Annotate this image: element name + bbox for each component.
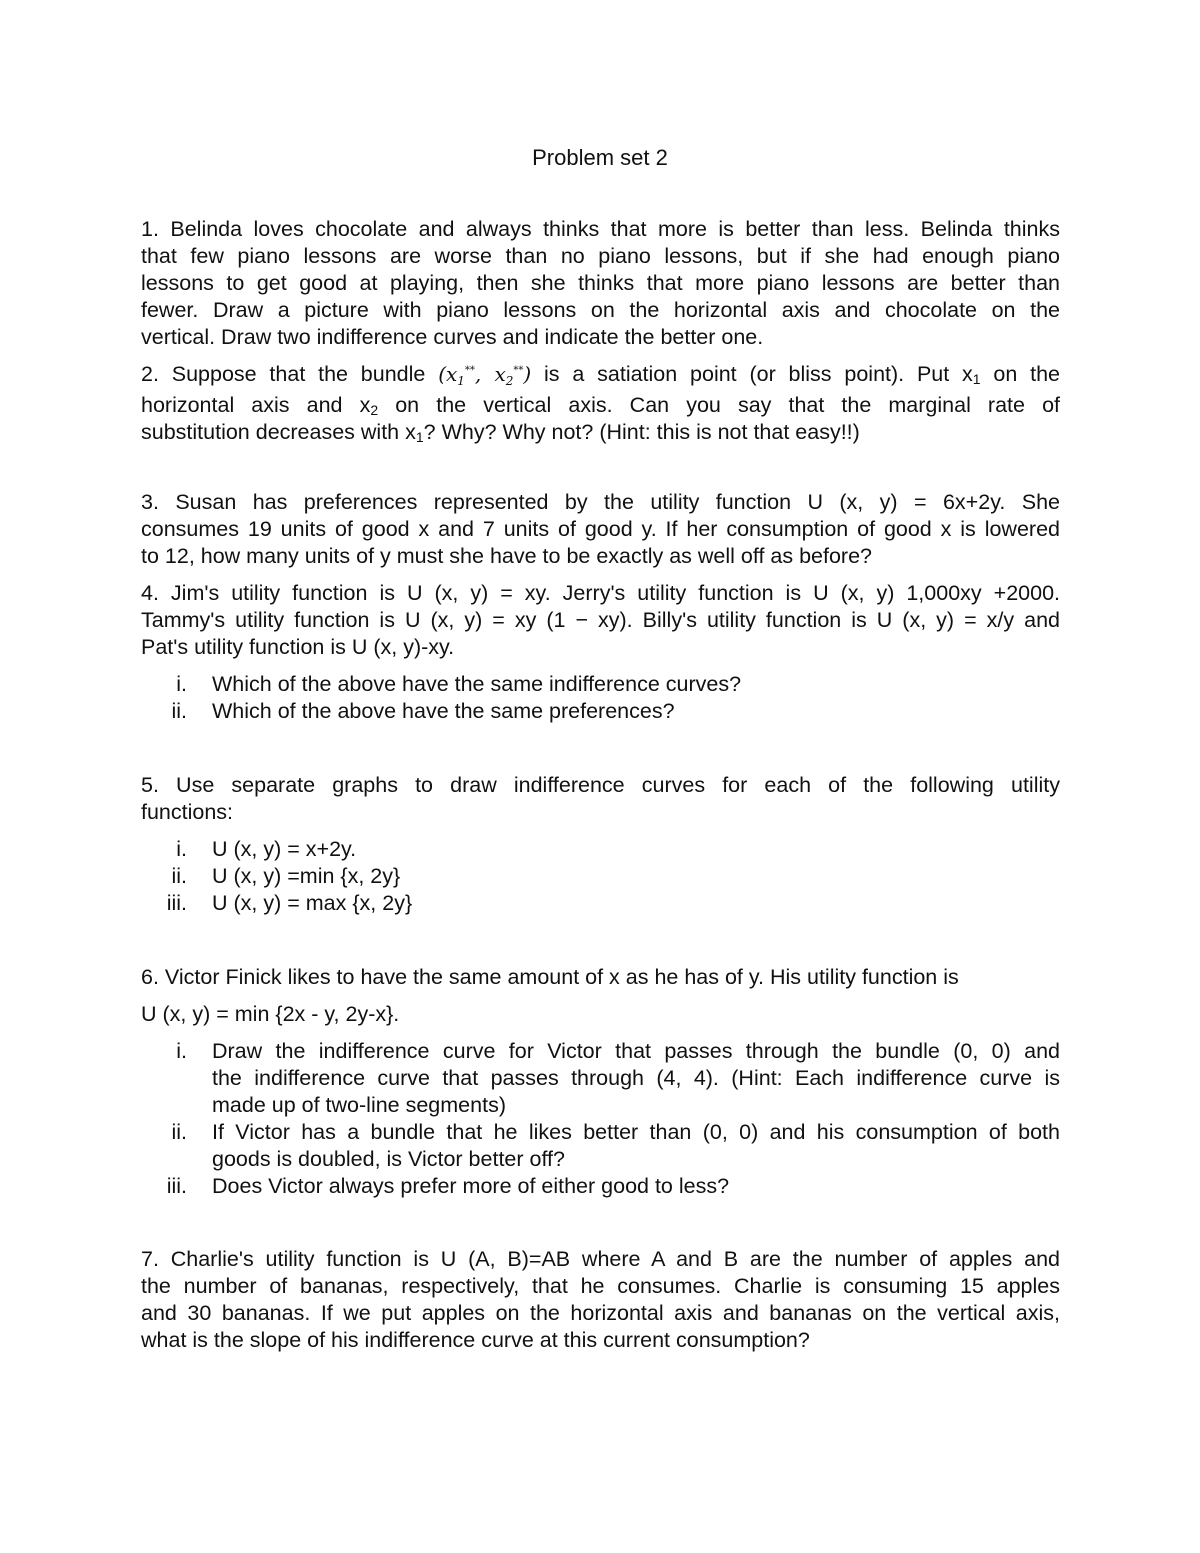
list-item-number: ii. [171, 1120, 187, 1144]
question-2-line [141, 392, 1060, 419]
question-5-line: functions: [141, 800, 234, 824]
question-4 [141, 580, 1060, 661]
question-2-text: is a satiation point (or bliss point). Put x [531, 362, 973, 386]
list-item-text: Which of the above have the same preferences? [212, 699, 675, 723]
question-6-line: U (x, y) = min {2x - y, 2y-x}. [141, 1002, 400, 1026]
question-2-line [141, 361, 1060, 392]
list-item-number: i. [176, 1039, 187, 1063]
question-7-line: and 30 bananas. If we put apples on the horizontal axis and bananas on the vertical axis, [141, 1301, 1060, 1325]
question-2-text: on the vertical axis. Can you say that the marginal rate of [378, 393, 1060, 417]
bundle-x1-sub: 1 [457, 374, 465, 388]
list-item-number: iii. [166, 891, 187, 915]
list-item-number: ii. [171, 864, 187, 888]
page-title: Problem set 2 [532, 145, 668, 170]
list-item [141, 1173, 1060, 1200]
bliss-bundle [438, 362, 531, 386]
question-1 [141, 216, 1060, 351]
list-item-text [212, 1119, 1060, 1173]
list-item-text: U (x, y) =min {x, 2y} [212, 864, 401, 888]
list-item-text [212, 1038, 1060, 1119]
question-2-text: 2. Suppose that the bundle [141, 362, 439, 386]
list-item-text: Which of the above have the same indifference curves? [212, 672, 742, 696]
list-item [141, 1119, 1060, 1173]
list-item-line: Draw the indifference curve for Victor that passes through the bundle (0, 0) and [212, 1039, 1060, 1063]
bundle-paren: ) [523, 362, 532, 386]
question-6-formula [141, 1001, 1060, 1028]
subscript: 1 [972, 371, 981, 387]
question-2-line [141, 419, 1060, 446]
bundle-x2-sup: ** [513, 365, 524, 376]
question-3-line: to 12, how many units of y must she have to be exactly as well off as before? [141, 544, 872, 568]
list-item [141, 863, 1060, 890]
question-4-line: Tammy's utility function is U (x, y) = xy (1 − xy). Billy's utility function is U (x, y) = x/y and [141, 608, 1060, 632]
question-5-subitems [141, 836, 1060, 917]
question-2-text: on the [980, 362, 1061, 386]
bundle-x2: x [494, 362, 506, 386]
question-2-text: horizontal axis and x [141, 393, 371, 417]
list-item-text: U (x, y) = x+2y. [212, 837, 357, 861]
list-item-number: iii. [166, 1174, 187, 1198]
list-item-line: made up of two-line segments) [212, 1093, 506, 1117]
list-item [141, 890, 1060, 917]
question-2 [141, 361, 1060, 446]
question-4-line: 4. Jim's utility function is U (x, y) = xy. Jerry's utility function is U (x, y) 1,000xy +2000. [141, 581, 1060, 605]
question-3-line: consumes 19 units of good x and 7 units of good y. If her consumption of good x is lowered [141, 517, 1060, 541]
list-item-line: goods is doubled, is Victor better off? [212, 1147, 565, 1171]
bundle-x2-sub: 2 [505, 374, 514, 388]
list-item-line: Does Victor always prefer more of either good to less? [212, 1174, 730, 1198]
question-5 [141, 772, 1060, 826]
question-6-line: 6. Victor Finick likes to have the same amount of x as he has of y. His utility function is [141, 965, 959, 989]
list-item-number: ii. [171, 699, 187, 723]
list-item-text [212, 1173, 1060, 1200]
subscript: 1 [415, 429, 424, 445]
question-7-line: the number of bananas, respectively, that he consumes. Charlie is consuming 15 apples [141, 1274, 1060, 1298]
list-item [141, 698, 1060, 725]
bundle-x1-sup: ** [464, 365, 475, 376]
question-1-line: fewer. Draw a picture with piano lessons on the horizontal axis and chocolate on the [141, 298, 1060, 322]
question-6 [141, 964, 1060, 991]
question-3-line: 3. Susan has preferences represented by the utility function U (x, y) = 6x+2y. She [141, 490, 1060, 514]
list-item [141, 836, 1060, 863]
question-4-line: Pat's utility function is U (x, y)-xy. [141, 635, 455, 659]
bundle-paren: ( [438, 362, 446, 386]
question-1-line: lessons to get good at playing, then she thinks that more piano lessons are better than [141, 271, 1060, 295]
list-item-number: i. [176, 837, 187, 861]
list-item-line: If Victor has a bundle that he likes better than (0, 0) and his consumption of both [212, 1120, 1060, 1144]
subscript: 2 [370, 402, 379, 418]
question-2-text: substitution decreases with x [141, 420, 416, 444]
question-1-line: vertical. Draw two indifference curves and indicate the better one. [141, 325, 764, 349]
bundle-comma: , [474, 362, 495, 386]
question-5-line: 5. Use separate graphs to draw indifference curves for each of the following utility [141, 773, 1060, 797]
question-4-subitems [141, 671, 1060, 725]
list-item [141, 1038, 1060, 1119]
question-1-line: 1. Belinda loves chocolate and always thinks that more is better than less. Belinda thinks [141, 217, 1060, 241]
list-item [141, 671, 1060, 698]
question-7-line: 7. Charlie's utility function is U (A, B)=AB where A and B are the number of apples and [141, 1247, 1060, 1271]
question-7-line: what is the slope of his indifference curve at this current consumption? [141, 1328, 810, 1352]
question-6-subitems [141, 1038, 1060, 1200]
question-7 [141, 1246, 1060, 1354]
question-2-text: ? Why? Why not? (Hint: this is not that easy!!) [423, 420, 860, 444]
question-1-line: that few piano lessons are worse than no piano lessons, but if she had enough piano [141, 244, 1060, 268]
list-item-text: U (x, y) = max {x, 2y} [212, 891, 413, 915]
list-item-number: i. [176, 672, 187, 696]
bundle-x1: x [446, 362, 458, 386]
question-3 [141, 489, 1060, 570]
list-item-line: the indifference curve that passes through (4, 4). (Hint: Each indifference curve is [212, 1066, 1060, 1090]
